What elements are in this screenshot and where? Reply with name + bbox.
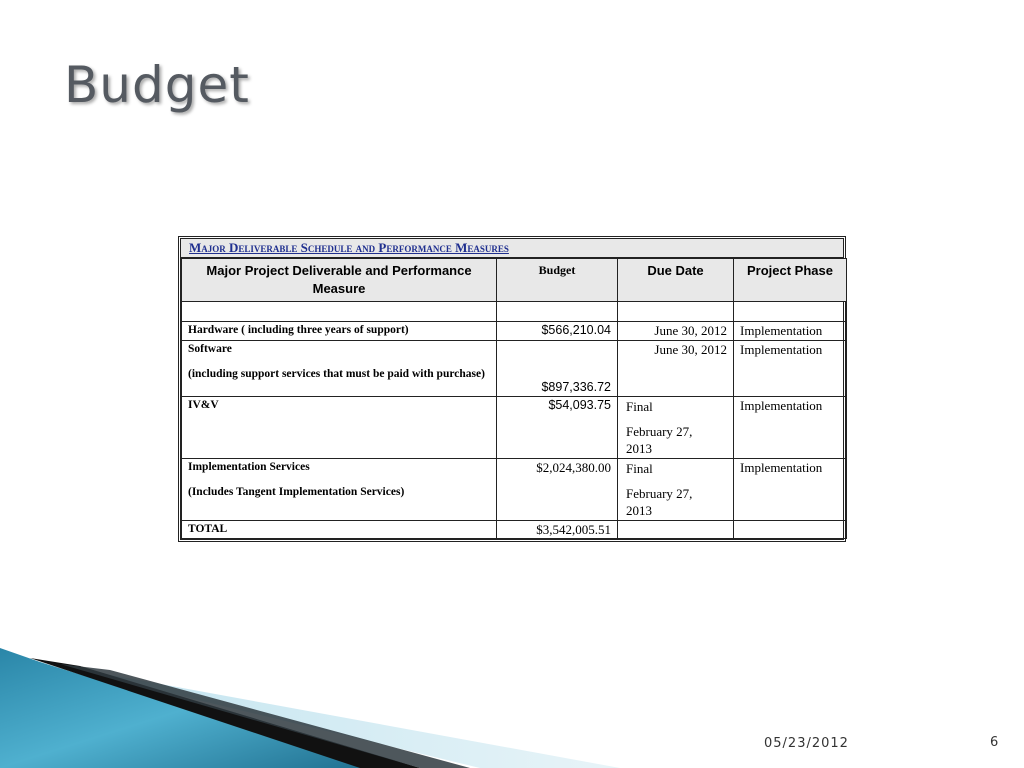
due-date-cell [618, 397, 734, 459]
due-date-cell [618, 459, 734, 521]
deliverables-table [178, 236, 846, 542]
header-due-date: Due Date [618, 259, 734, 302]
deliverable-title: Software [188, 343, 232, 355]
table-total-row [182, 521, 847, 539]
table-row [182, 322, 847, 341]
budget-cell: $54,093.75 [497, 397, 618, 459]
due-date-value: February 27, 2013 [626, 424, 693, 456]
slide-date: 05/23/2012 [764, 736, 849, 751]
table-spacer-row [182, 302, 847, 322]
due-date-label: Final [626, 399, 653, 414]
budget-cell: $566,210.04 [497, 322, 618, 341]
deliverable-cell: IV&V [182, 397, 497, 459]
phase-cell: Implementation [734, 459, 847, 521]
deliverable-cell [182, 459, 497, 521]
total-label: TOTAL [182, 521, 497, 539]
budget-cell: $2,024,380.00 [497, 459, 618, 521]
table-row [182, 341, 847, 397]
budget-value: $897,336.72 [541, 380, 611, 394]
due-date-cell: June 30, 2012 [618, 341, 734, 397]
header-budget: Budget [497, 259, 618, 302]
phase-cell: Implementation [734, 397, 847, 459]
header-deliverable: Major Project Deliverable and Performance Measure [182, 259, 497, 302]
deliverable-note: (including support services that must be paid with purchase) [188, 368, 485, 380]
table-header-row [182, 259, 847, 302]
deliverable-note: (Includes Tangent Implementation Services) [188, 486, 405, 498]
budget-cell [497, 341, 618, 397]
deliverable-title: Implementation Services [188, 461, 310, 473]
deliverable-cell [182, 341, 497, 397]
header-project-phase: Project Phase [734, 259, 847, 302]
due-date-value: February 27, 2013 [626, 486, 693, 518]
decorative-swoosh [0, 640, 620, 768]
deliverable-cell: Hardware ( including three years of support) [182, 322, 497, 341]
slide-title: Budget [64, 56, 250, 114]
due-date-cell: June 30, 2012 [618, 322, 734, 341]
phase-cell: Implementation [734, 341, 847, 397]
table-row [182, 459, 847, 521]
slide-number: 6 [990, 735, 999, 750]
phase-cell: Implementation [734, 322, 847, 341]
total-budget: $3,542,005.51 [497, 521, 618, 539]
table-caption: Major Deliverable Schedule and Performance Measures [181, 239, 843, 258]
due-date-label: Final [626, 461, 653, 476]
table-row [182, 397, 847, 459]
